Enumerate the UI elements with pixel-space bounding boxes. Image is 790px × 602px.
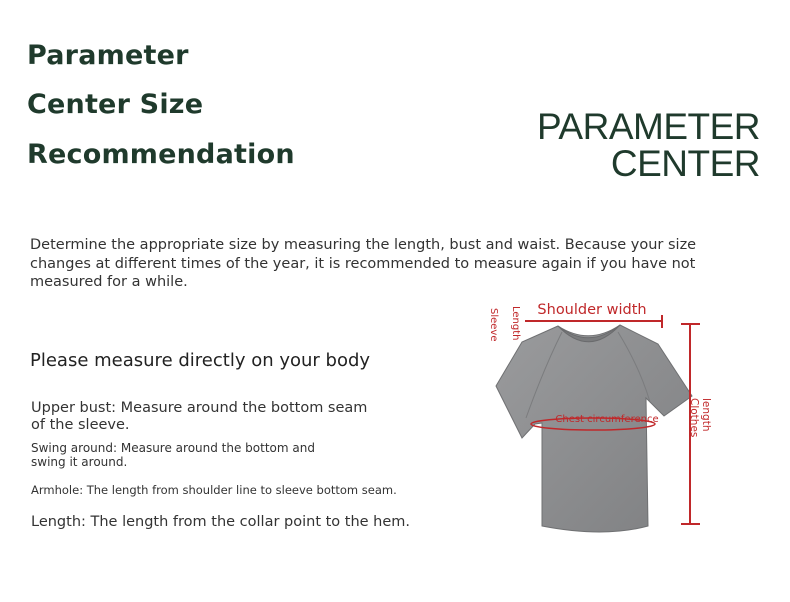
clothes-length-label-clothes: Clothes [688, 398, 700, 438]
intro-paragraph: Determine the appropriate size by measuring the length, bust and waist. Because your size changes at different times of the year, it is recommended to measure again if you have not measured for a while. [30, 237, 697, 290]
tshirt-measurement-diagram [480, 298, 725, 538]
title-line-parameter: Parameter [27, 40, 189, 71]
note-swing-around: Swing around: Measure around the bottom and swing it around. [31, 441, 315, 469]
clothes-length-label-length: length [700, 398, 712, 432]
note-length: Length: The length from the collar point to the hem. [31, 514, 411, 530]
sleeve-label: Sleeve [488, 308, 499, 342]
note-armhole: Armhole: The length from shoulder line to sleeve bottom seam. [31, 483, 397, 497]
chest-circumference-label: Chest circumference [555, 414, 659, 425]
shoulder-width-label: Shoulder width [537, 302, 647, 318]
sleeve-length-label: Length [510, 306, 521, 341]
brand-line-center: CENTER [610, 143, 760, 184]
note-upper-bust: Upper bust: Measure around the bottom seam of the sleeve. [31, 400, 368, 433]
tshirt-shape [496, 325, 692, 532]
title-line-recommendation: Recommendation [27, 139, 295, 170]
brand-line-parameter: PARAMETER [536, 106, 760, 147]
title-line-center-size: Center Size [27, 89, 204, 120]
measure-subheading: Please measure directly on your body [30, 350, 371, 371]
